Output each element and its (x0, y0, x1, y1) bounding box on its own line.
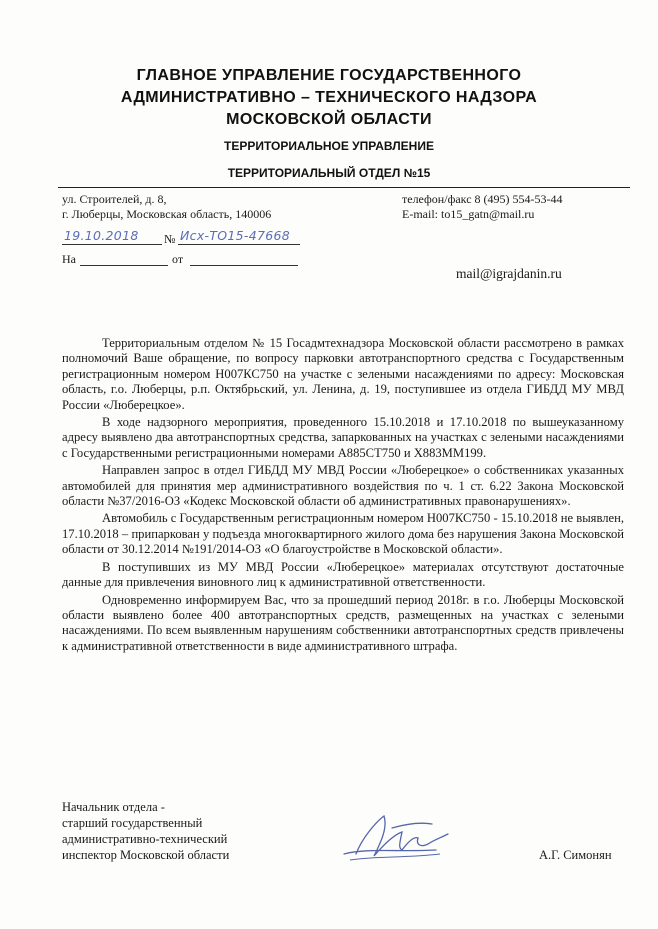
address-line1: ул. Строителей, д. 8, (62, 192, 167, 206)
date-underline (62, 244, 162, 245)
signer-title-line4: инспектор Московской области (62, 848, 230, 862)
org-title-line3: МОСКОВСКОЙ ОБЛАСТИ (226, 111, 432, 128)
signer-title-line2: старший государственный (62, 816, 203, 830)
org-subtitle-office: ТЕРРИТОРИАЛЬНЫЙ ОТДЕЛ №15 (227, 166, 431, 180)
org-subtitle-department: ТЕРРИТОРИАЛЬНОЕ УПРАВЛЕНИЕ (224, 139, 434, 153)
paragraph: Одновременно информируем Вас, что за прошедший период 2018г. в г.о. Люберцы Московской области выявлено более 400 автотранспортных средств, размещенных на участках с зелеными насаждениями. По всем выявленным нарушениям собственники автотранспортных средств привлечены к административной ответственности в виде административного штрафа. (62, 592, 624, 653)
paragraph: Автомобиль с Государственным регистрационным номером Н007КС750 - 15.10.2018 не выявлен, 17.10.2018 – припаркован у подъезда многоквартирного жилого дома без нарушения Закона Московской области от 30.12.2014 №191/2014-ОЗ «О благоустройстве в Московской области». (62, 511, 624, 557)
registration-number: Исх-ТО15-47668 (180, 228, 290, 243)
handwritten-signature (336, 808, 456, 866)
letter-body (62, 336, 624, 656)
phone-fax: телефон/факс 8 (495) 554-53-44 (402, 192, 563, 206)
reference-underline (80, 265, 168, 266)
office-email: E-mail: to15_gatn@mail.ru (402, 207, 535, 221)
number-underline (178, 244, 300, 245)
recipient-email: mail@igrajdanin.ru (456, 266, 562, 281)
reference-from-label: от (172, 252, 184, 266)
reference-label: На (62, 252, 76, 266)
signer-title-line3: административно-технический (62, 832, 228, 846)
org-title-line2: АДМИНИСТРАТИВНО – ТЕХНИЧЕСКОГО НАДЗОРА (120, 89, 538, 106)
signer-title-line1: Начальник отдела - (62, 800, 165, 814)
number-label: № (164, 232, 176, 246)
paragraph: В поступивших из МУ МВД России «Люберецкое» материалах отсутствуют достаточные данные для привлечения виновного лиц к административной ответственности. (62, 559, 624, 590)
paragraph: В ходе надзорного мероприятия, проведенного 15.10.2018 и 17.10.2018 по вышеуказанному адресу выявлено два автотранспортных средства, запаркованных на участках с зелеными насаждениями с Государственными регистрационными номерами А885СТ750 и Х883ММ199. (62, 415, 624, 460)
registration-date: 19.10.2018 (64, 228, 139, 243)
org-title-line1: ГЛАВНОЕ УПРАВЛЕНИЕ ГОСУДАРСТВЕННОГО (136, 67, 522, 84)
header-divider (58, 187, 630, 188)
signer-name: А.Г. Симонян (539, 848, 612, 862)
reference-date-underline (190, 265, 298, 266)
paragraph: Территориальным отделом № 15 Госадмтехнадзора Московской области рассмотрено в рамках полномочий Ваше обращение, по вопросу парковки автотранспортного средства с Государственным регистрационным номером Н007КС750 на участке с зелеными насаждениями по адресу: Московская область, г.о. Люберцы, р.п. Октябрьский, ул. Ленина, д. 19, поступившее из отдела ГИБДД МУ МВД России «Люберецкое». (62, 336, 624, 412)
paragraph: Направлен запрос в отдел ГИБДД МУ МВД России «Люберецкое» о собственниках указанных автомобилей для принятия мер административного воздействия по ч. 1 ст. 6.22 Закона Московской области №37/2016-ОЗ «Кодекс Московской области об административных правонарушениях». (62, 463, 624, 509)
address-line2: г. Люберцы, Московская область, 140006 (62, 207, 272, 221)
